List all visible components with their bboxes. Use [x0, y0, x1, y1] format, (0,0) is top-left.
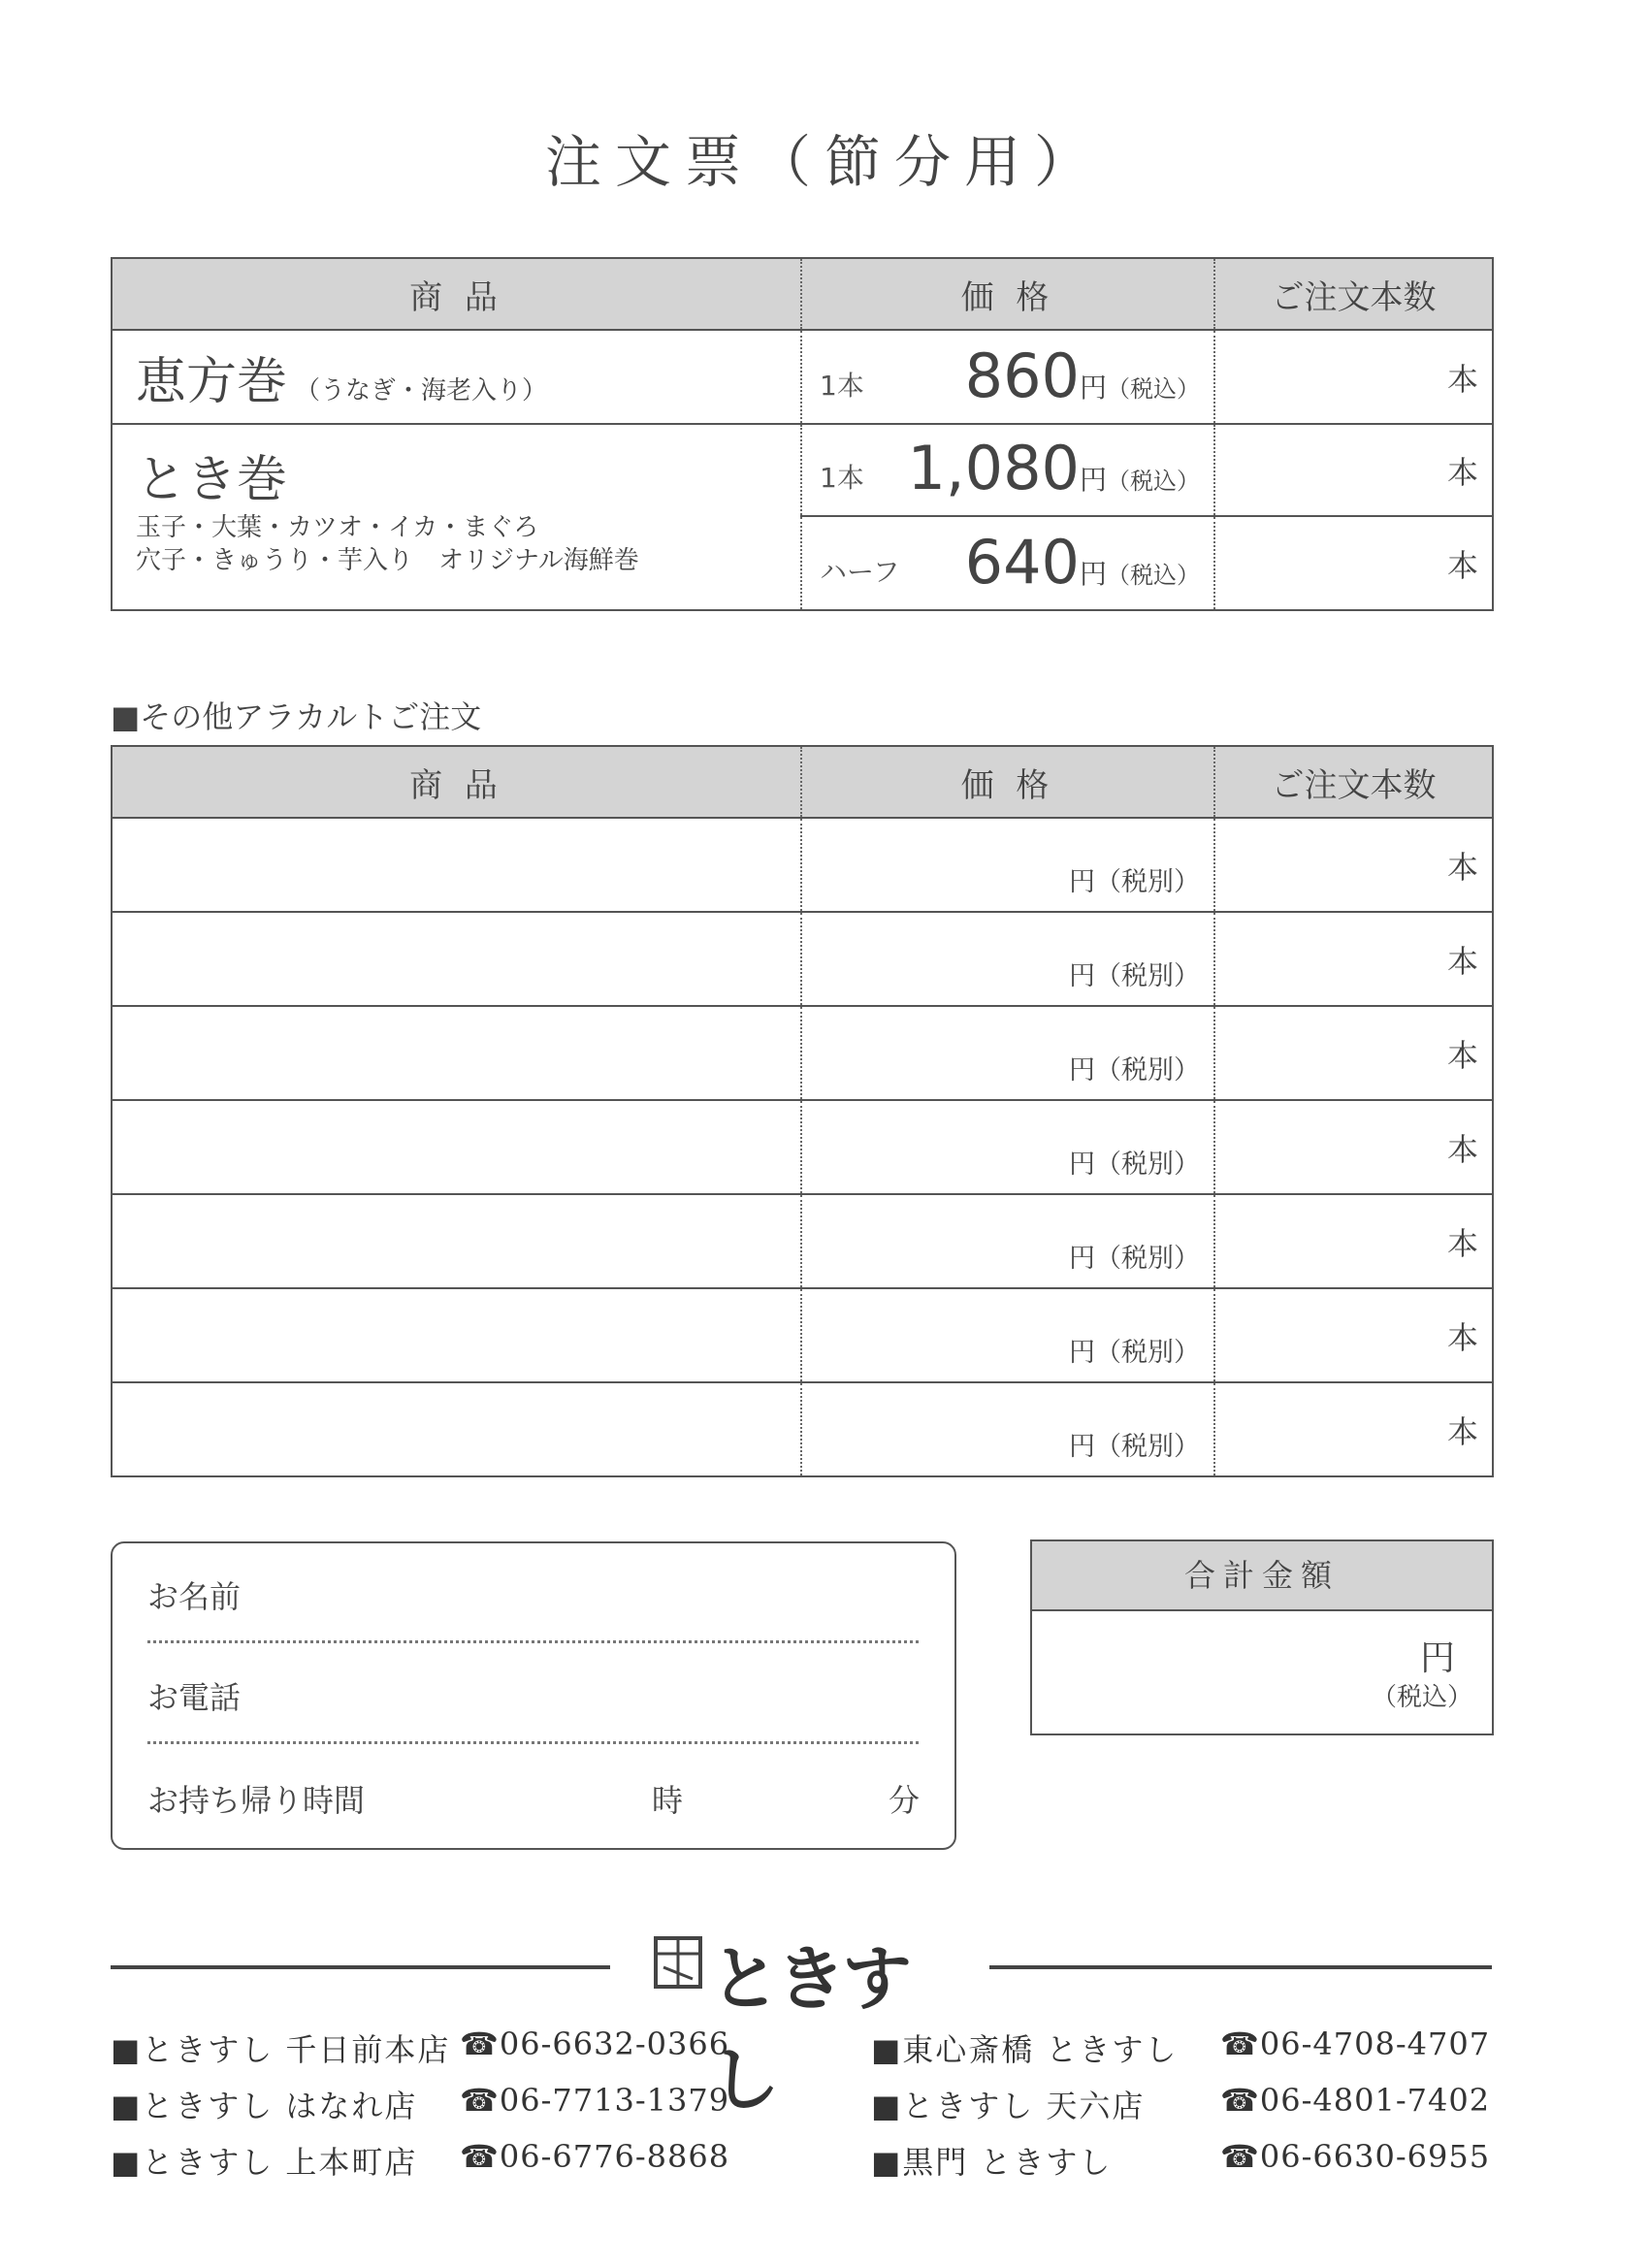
tokimaki-half-qty-cell[interactable] [1214, 516, 1493, 610]
alacarte-qty-cell[interactable] [1214, 818, 1493, 912]
ehomaki-product-cell [112, 330, 801, 424]
ehomaki-qty-unit: 本 [1446, 360, 1478, 398]
ehomaki-yen: 円 [1079, 372, 1107, 404]
minute-label: 分 [889, 1782, 921, 1819]
ehomaki-price-cell [801, 330, 1214, 424]
store-tel-1: ☎06-6632-0366 [460, 2025, 730, 2062]
store-tel-4: ☎06-4708-4707 [1220, 2025, 1491, 2062]
alacarte-price-cell[interactable] [801, 1194, 1214, 1288]
setsubun-order-table [111, 257, 1494, 611]
table-row-tokimaki-full [112, 424, 1493, 516]
header-price: 価 格 [801, 258, 1214, 330]
ehomaki-sub: （うなぎ・海老入り） [295, 376, 548, 405]
store-name-3: ■ときすし 上本町店 [111, 2144, 418, 2181]
alacarte-product-cell[interactable] [112, 1006, 801, 1100]
alacarte-qty-unit: 本 [1446, 942, 1478, 980]
alacarte-price-suffix: 円（税別） [1069, 1243, 1200, 1274]
table-row [112, 818, 1493, 912]
store-tel-6: ☎06-6630-6955 [1220, 2138, 1491, 2175]
alacarte-product-cell[interactable] [112, 912, 801, 1006]
alacarte-order-table [111, 745, 1494, 1477]
alacarte-product-cell[interactable] [112, 1288, 801, 1382]
store-name-5: ■ときすし 天六店 [871, 2088, 1146, 2124]
tokimaki-half-qty-unit: 本 [1446, 546, 1478, 584]
alacarte-price-cell[interactable] [801, 1006, 1214, 1100]
ehomaki-name: 恵方巻 [136, 353, 288, 411]
table-row [112, 1006, 1493, 1100]
alacarte-product-cell[interactable] [112, 818, 801, 912]
table-row [112, 912, 1493, 1006]
alacarte-price-cell[interactable] [801, 912, 1214, 1006]
alacarte-price-cell[interactable] [801, 818, 1214, 912]
ehomaki-qty-cell[interactable] [1214, 330, 1493, 424]
table-header-row [112, 746, 1493, 818]
tokimaki-half-price: 640 [964, 527, 1080, 598]
header-quantity: ご注文本数 [1214, 746, 1493, 818]
total-tax: （税込） [1371, 1683, 1472, 1712]
alacarte-price-suffix: 円（税別） [1069, 1149, 1200, 1180]
tokimaki-desc-1: 玉子・大葉・カツオ・イカ・まぐろ [136, 513, 539, 542]
alacarte-product-cell[interactable] [112, 1194, 801, 1288]
table-row [112, 1382, 1493, 1476]
tokimaki-full-yen: 円 [1079, 464, 1107, 496]
customer-info-box [111, 1541, 956, 1850]
alacarte-price-suffix: 円（税別） [1069, 866, 1200, 897]
table-header-row [112, 258, 1493, 330]
store-name-1: ■ときすし 千日前本店 [111, 2031, 451, 2068]
tokisushi-logo [652, 1919, 943, 2121]
tokimaki-full-qty-cell[interactable] [1214, 424, 1493, 516]
alacarte-qty-cell[interactable] [1214, 1100, 1493, 1194]
table-row [112, 1100, 1493, 1194]
alacarte-price-cell[interactable] [801, 1288, 1214, 1382]
tokimaki-full-price-cell [801, 424, 1214, 516]
alacarte-price-suffix: 円（税別） [1069, 1337, 1200, 1368]
alacarte-qty-cell[interactable] [1214, 1382, 1493, 1476]
alacarte-qty-unit: 本 [1446, 1224, 1478, 1262]
pickup-time-label: お持ち帰り時間 [147, 1782, 366, 1819]
ehomaki-tax: （税込） [1107, 375, 1200, 403]
brand-name: ときすし [710, 1937, 909, 2121]
tokimaki-name: とき巻 [136, 451, 288, 509]
tokimaki-full-price: 1,080 [907, 433, 1080, 503]
alacarte-qty-cell[interactable] [1214, 1006, 1493, 1100]
table-row [112, 1288, 1493, 1382]
store-name-6: ■黒門 ときすし [871, 2144, 1113, 2181]
store-name-2: ■ときすし はなれ店 [111, 2088, 418, 2124]
store-tel-5: ☎06-4801-7402 [1220, 2082, 1491, 2119]
tokimaki-half-yen: 円 [1079, 558, 1107, 590]
hour-label: 時 [652, 1782, 684, 1819]
footer-rule-left [111, 1965, 610, 1969]
tokimaki-full-tax: （税込） [1107, 468, 1200, 495]
page-title: 注文票（節分用） [544, 129, 1104, 195]
alacarte-price-cell[interactable] [801, 1100, 1214, 1194]
name-input-line[interactable] [147, 1640, 919, 1643]
header-product: 商 品 [112, 258, 801, 330]
table-row-ehomaki [112, 330, 1493, 424]
alacarte-price-suffix: 円（税別） [1069, 960, 1200, 991]
tokimaki-half-price-cell [801, 516, 1214, 610]
header-price: 価 格 [801, 746, 1214, 818]
ehomaki-unit: 1本 [820, 370, 864, 402]
phone-input-line[interactable] [147, 1741, 919, 1744]
tokimaki-half-tax: （税込） [1107, 562, 1200, 589]
name-label: お名前 [147, 1578, 242, 1615]
tokimaki-desc-2: 穴子・きゅうり・芋入り オリジナル海鮮巻 [136, 546, 639, 575]
alacarte-qty-unit: 本 [1446, 1412, 1478, 1450]
phone-label: お電話 [147, 1679, 242, 1716]
alacarte-qty-cell[interactable] [1214, 912, 1493, 1006]
store-name-4: ■東心斎橋 ときすし [871, 2031, 1179, 2068]
alacarte-qty-unit: 本 [1446, 1036, 1478, 1074]
tokimaki-half-unit: ハーフ [820, 556, 900, 588]
store-tel-3: ☎06-6776-8868 [460, 2138, 730, 2175]
alacarte-product-cell[interactable] [112, 1382, 801, 1476]
alacarte-price-cell[interactable] [801, 1382, 1214, 1476]
store-tel-2: ☎06-7713-1379 [460, 2082, 730, 2119]
header-product: 商 品 [112, 746, 801, 818]
ehomaki-price: 860 [964, 340, 1080, 411]
alacarte-product-cell[interactable] [112, 1100, 801, 1194]
total-amount-box [1030, 1539, 1494, 1735]
alacarte-qty-cell[interactable] [1214, 1288, 1493, 1382]
alacarte-qty-cell[interactable] [1214, 1194, 1493, 1288]
total-label: 合計金額 [1032, 1541, 1492, 1611]
alacarte-section-label: ■その他アラカルトご注文 [111, 698, 482, 735]
alacarte-price-suffix: 円（税別） [1069, 1054, 1200, 1085]
alacarte-qty-unit: 本 [1446, 1318, 1478, 1356]
alacarte-qty-unit: 本 [1446, 1130, 1478, 1168]
alacarte-price-suffix: 円（税別） [1069, 1431, 1200, 1462]
footer-rule-right [989, 1965, 1492, 1969]
total-yen: 円 [1419, 1638, 1455, 1678]
alacarte-qty-unit: 本 [1446, 848, 1478, 886]
header-quantity: ご注文本数 [1214, 258, 1493, 330]
tokimaki-full-unit: 1本 [820, 462, 864, 494]
tokimaki-product-cell [112, 424, 801, 610]
table-row [112, 1194, 1493, 1288]
tokimaki-full-qty-unit: 本 [1446, 453, 1478, 491]
